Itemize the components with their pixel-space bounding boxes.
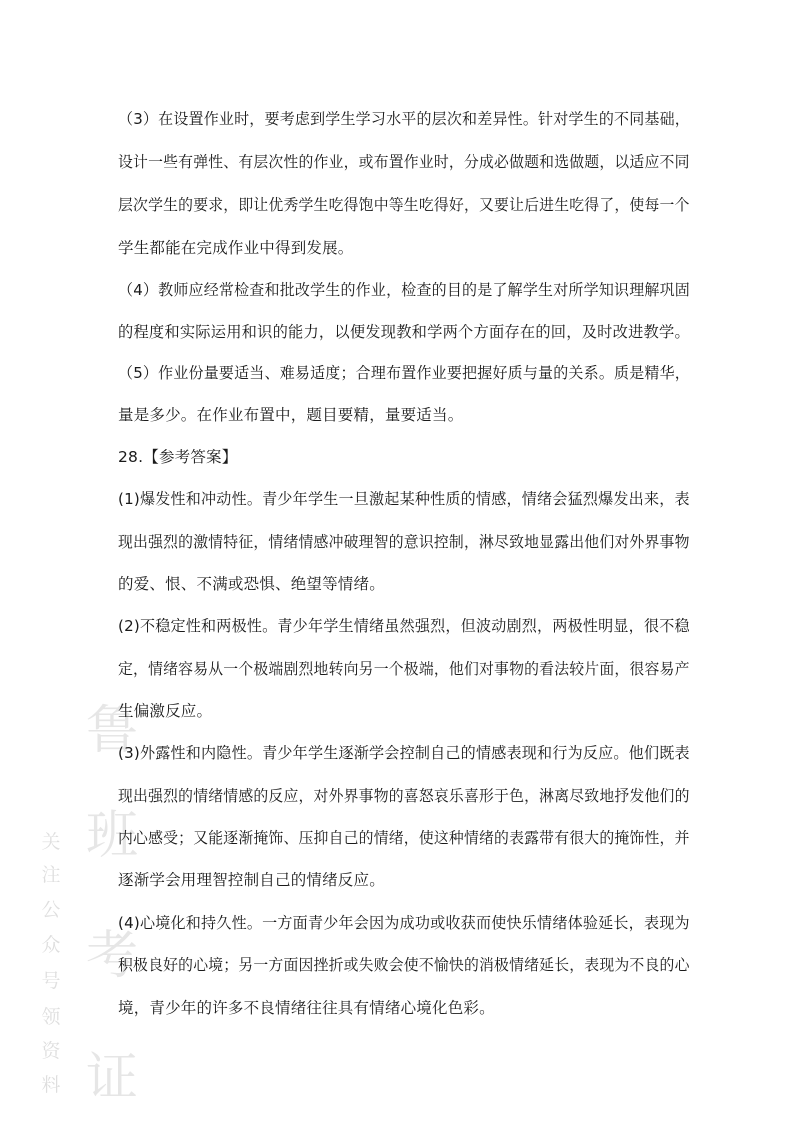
text-line: （4）教师应经常检查和批改学生的作业，检查的目的是了解学生对所学知识理解巩固 — [118, 281, 690, 299]
watermark-char: 料 — [41, 1074, 61, 1096]
text-line: 设计一些有弹性、有层次性的作业，或布置作业时，分成必做题和选做题，以适应不同 — [118, 153, 690, 171]
watermark-char: 领 — [41, 1006, 61, 1028]
watermark-char: 号 — [41, 970, 61, 992]
text-line: (3)外露性和内隐性。青少年学生逐渐学会控制自己的情感表现和行为反应。他们既表 — [118, 744, 690, 762]
text-line: 学生都能在完成作业中得到发展。 — [118, 239, 354, 257]
text-line: 层次学生的要求，即让优秀学生吃得饱中等生吃得好，又要让后进生吃得了，使每一个 — [118, 196, 690, 214]
watermark-char: 考 — [85, 926, 138, 986]
text-line: 境，青少年的许多不良情绪往往具有情绪心境化色彩。 — [118, 999, 495, 1017]
watermark-char: 鲁 — [85, 701, 138, 761]
text-line: 生偏激反应。 — [118, 702, 213, 720]
text-line: （3）在设置作业时，要考虑到学生学习水平的层次和差异性。针对学生的不同基础， — [118, 110, 690, 128]
watermark-char: 关 — [41, 831, 61, 853]
watermark-char: 众 — [41, 934, 61, 956]
text-line: 积极良好的心境；另一方面因挫折或失败会使不愉快的消极情绪延长，表现为不良的心 — [118, 956, 690, 974]
text-line: 逐渐学会用理智控制自己的情绪反应。 — [118, 871, 385, 889]
text-line: (4)心境化和持久性。一方面青少年会因为成功或收获而使快乐情绪体验延长，表现为 — [118, 914, 690, 932]
text-line: (2)不稳定性和两极性。青少年学生情绪虽然强烈，但波动剧烈，两极性明显，很不稳 — [118, 617, 690, 635]
section-heading: 28.【参考答案】 — [118, 448, 238, 466]
watermark-char: 资 — [41, 1040, 61, 1062]
text-line: 定，情绪容易从一个极端剧烈地转向另一个极端，他们对事物的看法较片面，很容易产 — [118, 660, 690, 678]
text-line: 量是多少。在作业布置中，题目要精，量要适当。 — [118, 406, 464, 424]
text-line: 现出强烈的激情特征，情绪情感冲破理智的意识控制，淋尽致地显露出他们对外界事物 — [118, 533, 690, 551]
text-line: 的程度和实际运用和识的能力，以便发现教和学两个方面存在的回，及时改进教学。 — [118, 323, 690, 341]
watermark-char: 班 — [85, 806, 138, 866]
text-line: 内心感受；又能逐渐掩饰、压抑自己的情绪，使这种情绪的表露带有很大的掩饰性，并 — [118, 829, 690, 847]
watermark-char: 公 — [41, 899, 61, 921]
text-line: 现出强烈的情绪情感的反应，对外界事物的喜怒哀乐喜形于色，淋离尽致地抒发他们的 — [118, 787, 690, 805]
text-line: (1)爆发性和冲动性。青少年学生一旦激起某种性质的情感，情绪会猛烈爆发出来，表 — [118, 490, 690, 508]
watermark-char: 证 — [85, 1048, 138, 1108]
watermark-char: 注 — [41, 864, 61, 886]
text-line: 的爱、恨、不满或恐惧、绝望等情绪。 — [118, 575, 385, 593]
text-line: （5）作业份量要适当、难易适度；合理布置作业要把握好质与量的关系。质是精华， — [118, 364, 690, 382]
